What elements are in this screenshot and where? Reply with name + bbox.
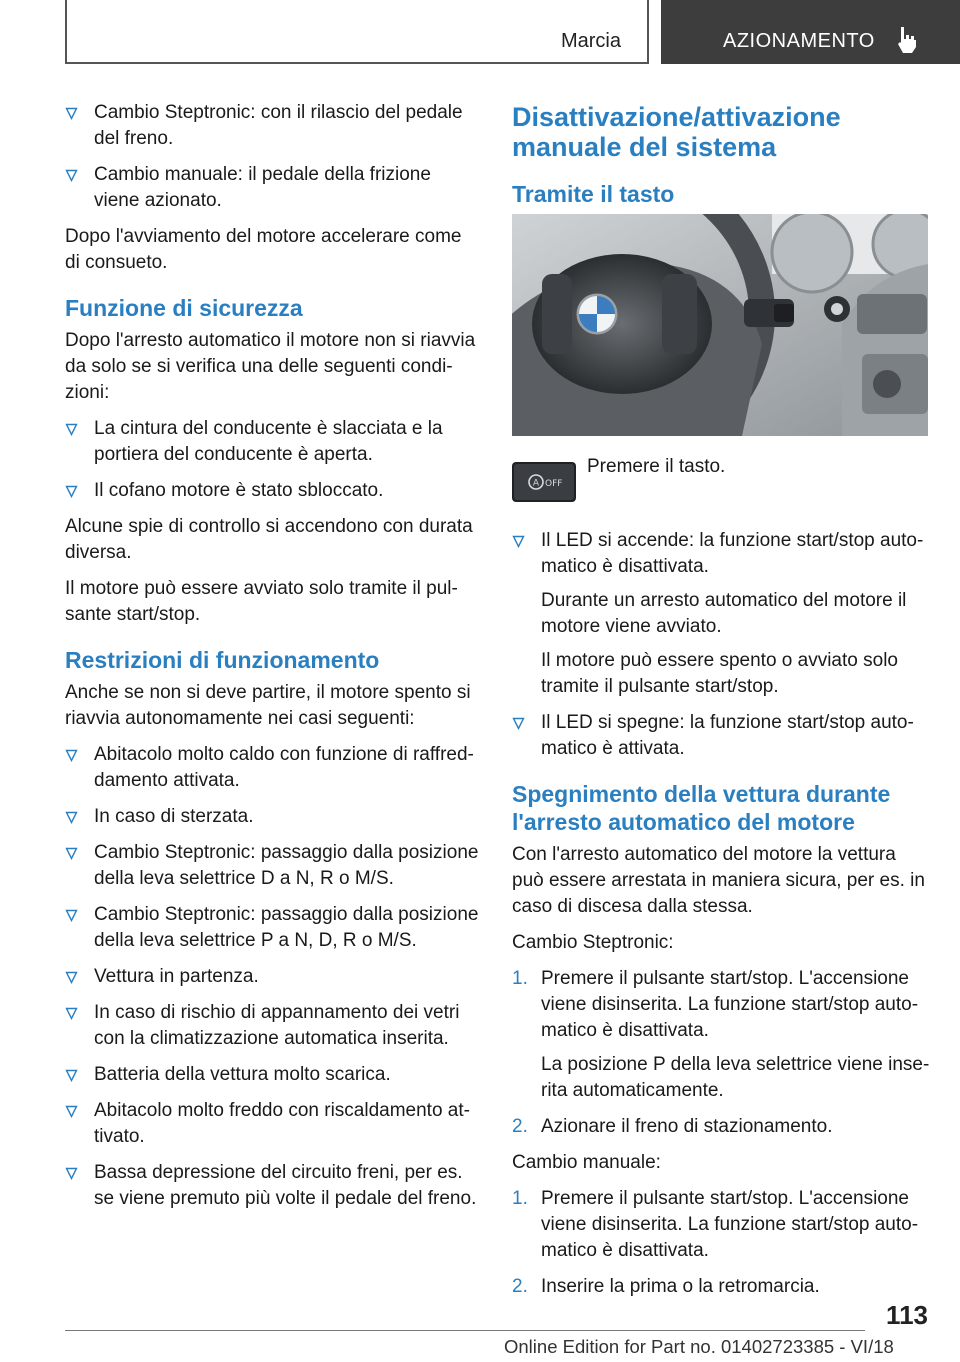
list-item-text: Batteria della vettura molto scarica. [94,1064,391,1085]
step-item [512,1186,930,1264]
triangle-bullet-icon [512,717,525,730]
list-item [65,964,479,990]
press-button-text: Premere il tasto. [587,456,726,477]
list-item [65,416,479,468]
list-item-text: La cintura del conducente è slacciata e la portiera del conducente è aperta. [94,418,443,465]
triangle-bullet-icon [65,1105,78,1118]
list-item [65,804,479,830]
steptronic-steps-list [512,966,930,1140]
step-item [512,1274,930,1300]
safety-paragraph: Dopo l'arresto automatico il motore non si riavvia da solo se si verifica una delle seguenti condi-zioni: [65,330,476,403]
shutdown-paragraph: Con l'arresto automatico del motore la vettura può essere arrestata in maniera sicura, per es. in caso di discesa dalla stessa. [512,844,925,917]
step-text: Premere il pulsante start/stop. L'accensione viene disinserita. La funzione start/stop auto-matico è disattivata. [541,968,919,1041]
gearbox-release-list [65,100,479,214]
list-item [65,902,479,954]
header-chapter-label: AZIONAMENTO [723,30,875,52]
page-number: 113 [886,1300,928,1330]
list-item [65,840,479,892]
header-chapter-tab[interactable] [661,0,960,64]
svg-text:A: A [532,478,540,489]
list-item-text: Cambio Steptronic: passaggio dalla posizione della leva selettrice D a N, R o M/S. [94,842,479,889]
header-section-title: Marcia [560,30,621,52]
list-item [65,100,479,152]
list-item [512,710,930,762]
safety-conditions-list [65,416,479,504]
list-item [65,478,479,504]
step-item [512,1114,930,1140]
triangle-bullet-icon [65,847,78,860]
step-number: 1. [512,1188,528,1209]
list-item-text: Cambio Steptronic: passaggio dalla posizione della leva selettrice P a N, D, R o M/S. [94,904,479,951]
start-button-paragraph: Il motore può essere avviato solo tramite il pul-sante start/stop. [65,578,458,625]
header-section-box [65,0,649,64]
list-item-text: Il LED si accende: la funzione start/stop auto-matico è disattivata. [541,530,924,577]
list-item [65,1160,479,1212]
step-text: Azionare il freno di stazionamento. [541,1116,833,1137]
list-item-subparagraph: Durante un arresto automatico del motore il motore viene avviato. [541,590,907,637]
right-column [512,100,930,1310]
manual-toggle-heading: Disattivazione/attivazione manuale del sistema [512,102,841,162]
triangle-bullet-icon [65,971,78,984]
step-number: 1. [512,968,528,989]
list-item [512,528,930,700]
triangle-bullet-icon [65,485,78,498]
list-item-text: Cambio Steptronic: con il rilascio del pedale del freno. [94,102,463,149]
warning-lights-paragraph: Alcune spie di controllo si accendono con durata diversa. [65,516,473,563]
off-button-label: OFF [545,479,563,489]
step-number: 2. [512,1276,528,1297]
triangle-bullet-icon [65,909,78,922]
step-text: Premere il pulsante start/stop. L'accensione viene disinserita. La funzione start/stop auto-matico è disattivata. [541,1188,919,1261]
list-item-text: Abitacolo molto freddo con riscaldamento at-tivato. [94,1100,470,1147]
list-item [65,1000,479,1052]
list-item-text: Il cofano motore è stato sbloccato. [94,480,384,501]
off-button-row [512,454,930,514]
step-text: Inserire la prima o la retromarcia. [541,1276,820,1297]
list-item-text: Vettura in partenza. [94,966,259,987]
via-button-heading: Tramite il tasto [512,181,675,207]
manual-steps-list [512,1186,930,1300]
safety-heading: Funzione di sicurezza [65,295,303,321]
list-item [65,1098,479,1150]
list-item-subparagraph: Il motore può essere spento o avviato solo tramite il pulsante start/stop. [541,650,898,697]
hand-pointing-icon [895,25,919,55]
triangle-bullet-icon [65,1167,78,1180]
list-item-text: Il LED si spegne: la funzione start/stop auto-matico è attivata. [541,712,914,759]
list-item-text: Abitacolo molto caldo con funzione di raffred-damento attivata. [94,744,474,791]
led-status-list [512,528,930,762]
steptronic-label: Cambio Steptronic: [512,932,674,953]
step-subparagraph: La posizione P della leva selettrice viene inse-rita automaticamente. [541,1054,930,1101]
restrictions-heading: Restrizioni di funzionamento [65,647,380,673]
edition-footer: Online Edition for Part no. 01402723385 - VI/18 [504,1336,894,1357]
triangle-bullet-icon [65,1007,78,1020]
left-column [65,100,479,1222]
triangle-bullet-icon [65,749,78,762]
list-item [65,162,479,214]
triangle-bullet-icon [65,423,78,436]
triangle-bullet-icon [65,1069,78,1082]
list-item-text: Bassa depressione del circuito freni, per es. se viene premuto più volte il pedale del freno. [94,1162,477,1209]
restrictions-paragraph: Anche se non si deve partire, il motore spento si riavvia autonomamente nei casi seguenti: [65,682,471,729]
cockpit-photo [512,214,928,436]
triangle-bullet-icon [65,169,78,182]
list-item-text: Cambio manuale: il pedale della frizione viene azionato. [94,164,431,211]
list-item [65,1062,479,1088]
auto-start-stop-off-button-icon[interactable] [512,462,576,502]
triangle-bullet-icon [65,107,78,120]
list-item-text: In caso di sterzata. [94,806,254,827]
manual-label: Cambio manuale: [512,1152,661,1173]
restrictions-list [65,742,479,1212]
shutdown-heading: Spegnimento della vettura durante l'arresto automatico del motore [512,781,891,835]
footer-divider [65,1330,865,1331]
triangle-bullet-icon [65,811,78,824]
triangle-bullet-icon [512,535,525,548]
list-item-text: In caso di rischio di appannamento dei vetri con la climatizzazione automatica inserita. [94,1002,460,1049]
after-start-paragraph: Dopo l'avviamento del motore accelerare come di consueto. [65,226,462,273]
list-item [65,742,479,794]
step-number: 2. [512,1116,528,1137]
step-item [512,966,930,1104]
